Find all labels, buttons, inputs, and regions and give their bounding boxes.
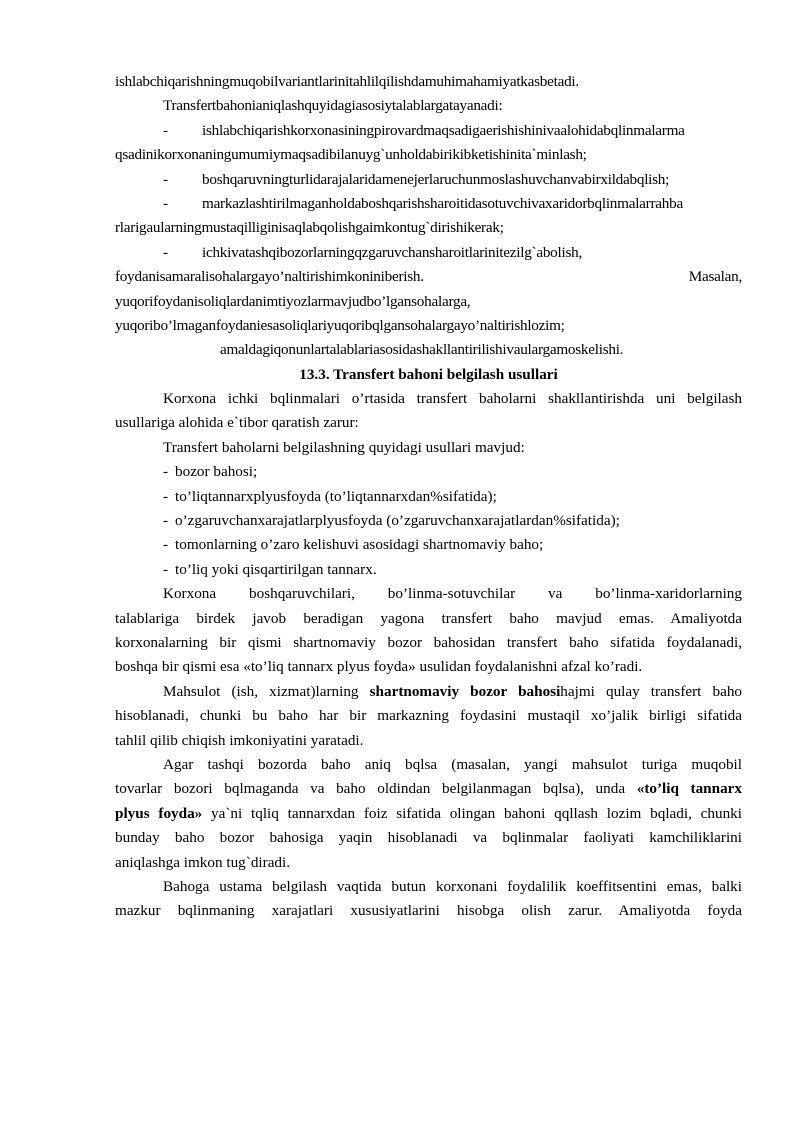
text-line: Transfertbahonianiqlashquyidagiasosiytalablargatayanadi: [163, 97, 503, 115]
text-line [115, 265, 742, 289]
list-item [115, 485, 742, 509]
text-line: Korxona boshqaruvchilari, bo’linma-sotuvchilar va bo’linma-xaridorlarning [163, 585, 742, 603]
list-item [115, 533, 742, 557]
text-line: bunday baho bozor bahosiga yaqin hisoblanadi va bqlinmalar faoliyati kamchiliklarini [115, 829, 742, 847]
text-line: usullariga alohida e`tibor qaratish zarur: [115, 414, 359, 432]
list-item [115, 460, 742, 484]
text-line: korxonalarning bir qismi shartnomaviy bozor bahosidan transfert baho sifatida foydalanadi, [115, 633, 742, 651]
list-item-text: to’liq yoki qisqartirilgan tannarx. [175, 560, 377, 578]
text-segment: foydanisamaralisohalargayo’naltirishimkoniniberish. [115, 268, 424, 286]
text-line: amaldagiqonunlartalablariasosidashakllantirilishivaulargamoskelishi. [220, 341, 624, 359]
dash-marker: - [163, 121, 168, 139]
text-segment: tovarlar bozori bqlmaganda va baho oldindan belgilanmagan bqlsa), unda [115, 780, 637, 798]
dash-marker: - [163, 536, 169, 554]
text-line: aniqlashga imkon tug`diradi. [115, 853, 291, 871]
text-line: yuqorifoydanisoliqlardanimtiyozlarmavjudbo’lgansohalarga, [115, 292, 471, 310]
bullet-item [115, 192, 742, 216]
page-content [115, 70, 742, 924]
text-line: Transfert baholarni belgilashning quyidagi usullari mavjud: [163, 438, 525, 456]
dash-marker: - [163, 194, 168, 212]
text-line: Korxona ichki bqlinmalari o’rtasida transfert baholarni shakllantirishda uni belgilash [163, 390, 742, 408]
dash-marker: - [163, 463, 169, 481]
bullet-text: ishlabchiqarishkorxonasiningpirovardmaqsadigaerishishinivaalohidabqlinmalarma [202, 121, 685, 139]
text-line: yuqoribo’lmaganfoydaniesasoliqlariyuqoribqlgansohalargayo’naltirishlozim; [115, 316, 565, 334]
bold-term: plyus foyda» [115, 804, 203, 822]
text-line [115, 802, 742, 826]
bold-term: «to’liq tannarx [636, 780, 742, 798]
bullet-text: ichkivatashqibozorlarningqzgaruvchansharoitlarinitezilg`abolish, [202, 243, 583, 261]
text-line: ishlabchiqarishningmuqobilvariantlarinitahlilqilishdamuhimahamiyatkasbetadi. [115, 73, 579, 90]
list-item-text: o’zgaruvchanxarajatlarplyusfoyda (o’zgaruvchanxarajatlardan%sifatida); [175, 512, 620, 530]
text-segment: Masalan, [688, 268, 742, 286]
text-line [115, 777, 742, 801]
dash-marker: - [163, 560, 169, 578]
text-line: talablariga birdek javob beradigan yagona transfert baho mavjud emas. Amaliyotda [115, 609, 742, 627]
text-segment: hajmi qulay transfert baho [560, 682, 742, 700]
text-line: hisoblanadi, chunki bu baho har bir markazning foydasini mustaqil xo’jalik birligi sifatida [115, 707, 742, 725]
list-item [115, 509, 742, 533]
dash-marker: - [163, 512, 169, 530]
text-segment: Mahsulot (ish, xizmat)larning [163, 682, 370, 700]
bullet-item [115, 119, 742, 143]
dash-marker: - [163, 487, 169, 505]
text-line: rlarigaularningmustaqilliginisaqlabqolishgaimkontug`dirishikerak; [115, 219, 504, 237]
bullet-text: markazlashtirilmaganholdaboshqarishsharoitidasotuvchivaxaridorbqlinmalarrahba [202, 194, 683, 212]
bullet-text: boshqaruvningturlidarajalaridamenejerlaruchunmoslashuvchanvabirxildabqlish; [202, 170, 670, 188]
list-item-text: to’liqtannarxplyusfoyda (to’liqtannarxdan%sifatida); [175, 487, 497, 505]
text-line: boshqa bir qismi esa «to’liq tannarx plyus foyda» usulidan foydalanishni afzal ko’radi. [115, 658, 643, 676]
dash-marker: - [163, 243, 168, 261]
text-line: mazkur bqlinmaning xarajatlari xususiyatlarini hisobga olish zarur. Amaliyotda foyda [115, 902, 742, 920]
list-item [115, 558, 742, 582]
text-segment: ya`ni tqliq tannarxdan foiz sifatida olingan bahoni qqllash lozim bqladi, chunki [202, 804, 742, 822]
list-item-text: tomonlarning o’zaro kelishuvi asosidagi shartnomaviy baho; [175, 536, 544, 554]
text-line: Bahoga ustama belgilash vaqtida butun korxonani foydalilik koeffitsentini emas, balki [163, 877, 742, 895]
text-line: qsadinikorxonaningumumiymaqsadibilanuyg`unholdabirikibketishinita`minlash; [115, 146, 587, 164]
bullet-item [115, 168, 742, 192]
section-heading: 13.3. Transfert bahoni belgilash usullari [299, 365, 558, 383]
bullet-item [115, 241, 742, 265]
text-line [115, 680, 742, 704]
dash-marker: - [163, 170, 168, 188]
bold-term: shartnomaviy bozor bahosi [369, 682, 561, 700]
list-item-text: bozor bahosi; [175, 463, 258, 481]
text-line: tahlil qilib chiqish imkoniyatini yaratadi. [115, 731, 364, 749]
text-line: Agar tashqi bozorda baho aniq bqlsa (masalan, yangi mahsulot turiga muqobil [163, 755, 742, 773]
